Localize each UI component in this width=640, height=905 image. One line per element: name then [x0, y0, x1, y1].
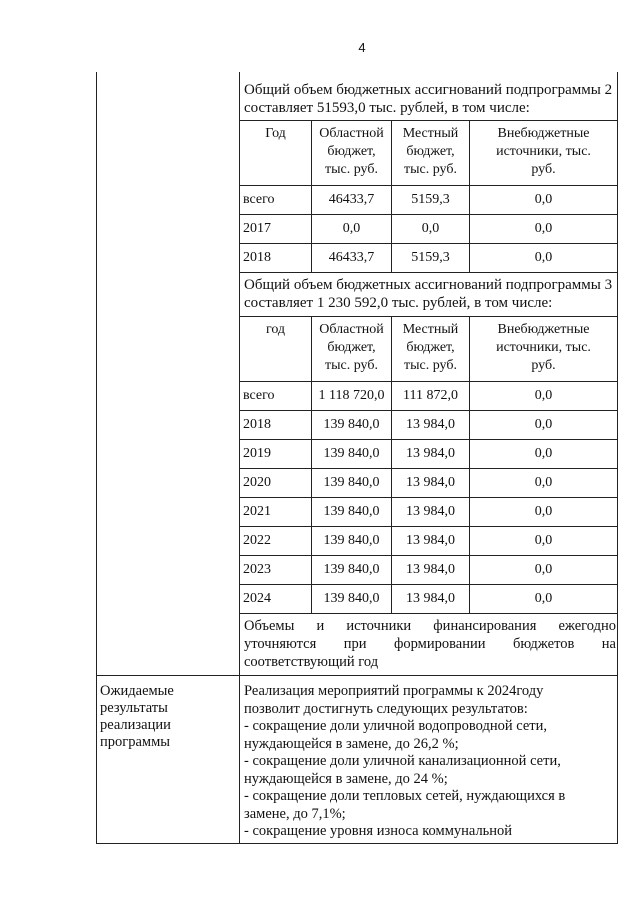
cell-local: 13 984,0: [392, 527, 470, 556]
subprogram3-intro: Общий объем бюджетных ассигнований подпрограммы 3 составляет 1 230 592,0 тыс. рублей, в том числе:: [244, 277, 613, 311]
cell-local: 5159,3: [392, 244, 470, 273]
table-row: [240, 244, 618, 273]
table-row: [240, 498, 618, 527]
header-extrabudget: Внебюджетные источники, тыс. руб.: [470, 317, 618, 382]
cell-year: всего: [240, 382, 312, 411]
cell-regional: 1 118 720,0: [312, 382, 392, 411]
table-row: [240, 556, 618, 585]
results-label-line: реализации: [100, 717, 171, 733]
results-line: - сокращение доли уличной канализационной сети,: [244, 753, 561, 769]
cell-year: 2018: [240, 411, 312, 440]
cell-regional: 139 840,0: [312, 556, 392, 585]
cell-local: 111 872,0: [392, 382, 470, 411]
cell-regional: 0,0: [312, 215, 392, 244]
cell-extrabudget: 0,0: [470, 215, 618, 244]
cell-extrabudget: 0,0: [470, 244, 618, 273]
cell-local: 13 984,0: [392, 411, 470, 440]
results-line: нуждающейся в замене, до 26,2 %;: [244, 735, 459, 752]
cell-extrabudget: 0,0: [470, 498, 618, 527]
note-line: Объемы и источники финансирования ежегодно: [244, 618, 616, 634]
cell-extrabudget: 0,0: [470, 527, 618, 556]
header-year: Год: [240, 121, 312, 186]
cell-local: 0,0: [392, 215, 470, 244]
cell-extrabudget: 0,0: [470, 585, 618, 614]
table-header-row: [240, 121, 618, 186]
cell-year: 2022: [240, 527, 312, 556]
cell-local: 13 984,0: [392, 556, 470, 585]
table-row: [240, 411, 618, 440]
subprogram2-intro: Общий объем бюджетных ассигнований подпрограммы 2 составляет 51593,0 тыс. рублей, в том числе:: [244, 82, 613, 116]
frame-left-border: [96, 72, 97, 844]
note-line: уточняются при формировании бюджетов на: [244, 636, 616, 652]
table-header-row: [240, 317, 618, 382]
results-line: - сокращение доли тепловых сетей, нуждающихся в: [244, 788, 566, 804]
cell-regional: 139 840,0: [312, 411, 392, 440]
frame-row-divider: [96, 675, 618, 676]
cell-year: 2018: [240, 244, 312, 273]
results-line: позволит достигнуть следующих результатов:: [244, 700, 528, 717]
cell-year: 2024: [240, 585, 312, 614]
cell-year: 2020: [240, 469, 312, 498]
table-row: [240, 186, 618, 215]
header-local: Местный бюджет, тыс. руб.: [392, 121, 470, 186]
results-line: - сокращение доли уличной водопроводной сети,: [244, 718, 547, 734]
cell-extrabudget: 0,0: [470, 411, 618, 440]
results-line: - сокращение уровня износа коммунальной: [244, 823, 513, 839]
table-row: [240, 585, 618, 614]
results-label-line: результаты: [100, 700, 168, 716]
cell-year: 2023: [240, 556, 312, 585]
cell-regional: 139 840,0: [312, 527, 392, 556]
results-line: замене, до 7,1%;: [244, 805, 346, 822]
results-line: Реализация мероприятий программы к 2024году: [244, 683, 544, 699]
cell-extrabudget: 0,0: [470, 382, 618, 411]
results-label-line: Ожидаемые: [100, 683, 174, 699]
cell-year: 2021: [240, 498, 312, 527]
cell-local: 13 984,0: [392, 585, 470, 614]
table-row: [240, 382, 618, 411]
subprogram2-table: [239, 120, 618, 273]
table-row: [240, 527, 618, 556]
table-row: [240, 215, 618, 244]
cell-regional: 139 840,0: [312, 440, 392, 469]
cell-year: всего: [240, 186, 312, 215]
results-label-line: программы: [100, 734, 170, 750]
results-line: нуждающейся в замене, до 24 %;: [244, 770, 448, 787]
cell-extrabudget: 0,0: [470, 440, 618, 469]
header-local: Местный бюджет, тыс. руб.: [392, 317, 470, 382]
financing-note: [244, 617, 616, 671]
header-regional: Областной бюджет, тыс. руб.: [312, 317, 392, 382]
cell-extrabudget: 0,0: [470, 186, 618, 215]
cell-local: 13 984,0: [392, 440, 470, 469]
note-line: соответствующий год: [244, 654, 379, 670]
results-text: [244, 683, 616, 841]
table-row: [240, 440, 618, 469]
cell-year: 2017: [240, 215, 312, 244]
results-label: [100, 683, 236, 751]
subprogram3-table: [239, 316, 618, 614]
cell-regional: 139 840,0: [312, 498, 392, 527]
header-extrabudget: Внебюджетные источники, тыс. руб.: [470, 121, 618, 186]
cell-regional: 46433,7: [312, 186, 392, 215]
cell-extrabudget: 0,0: [470, 469, 618, 498]
cell-local: 13 984,0: [392, 498, 470, 527]
cell-extrabudget: 0,0: [470, 556, 618, 585]
page-number: 4: [358, 40, 366, 55]
cell-regional: 139 840,0: [312, 585, 392, 614]
cell-local: 5159,3: [392, 186, 470, 215]
table-row: [240, 469, 618, 498]
cell-regional: 139 840,0: [312, 469, 392, 498]
cell-regional: 46433,7: [312, 244, 392, 273]
frame-bottom-border: [96, 843, 618, 844]
header-regional: Областной бюджет, тыс. руб.: [312, 121, 392, 186]
cell-year: 2019: [240, 440, 312, 469]
cell-local: 13 984,0: [392, 469, 470, 498]
header-year: год: [240, 317, 312, 382]
